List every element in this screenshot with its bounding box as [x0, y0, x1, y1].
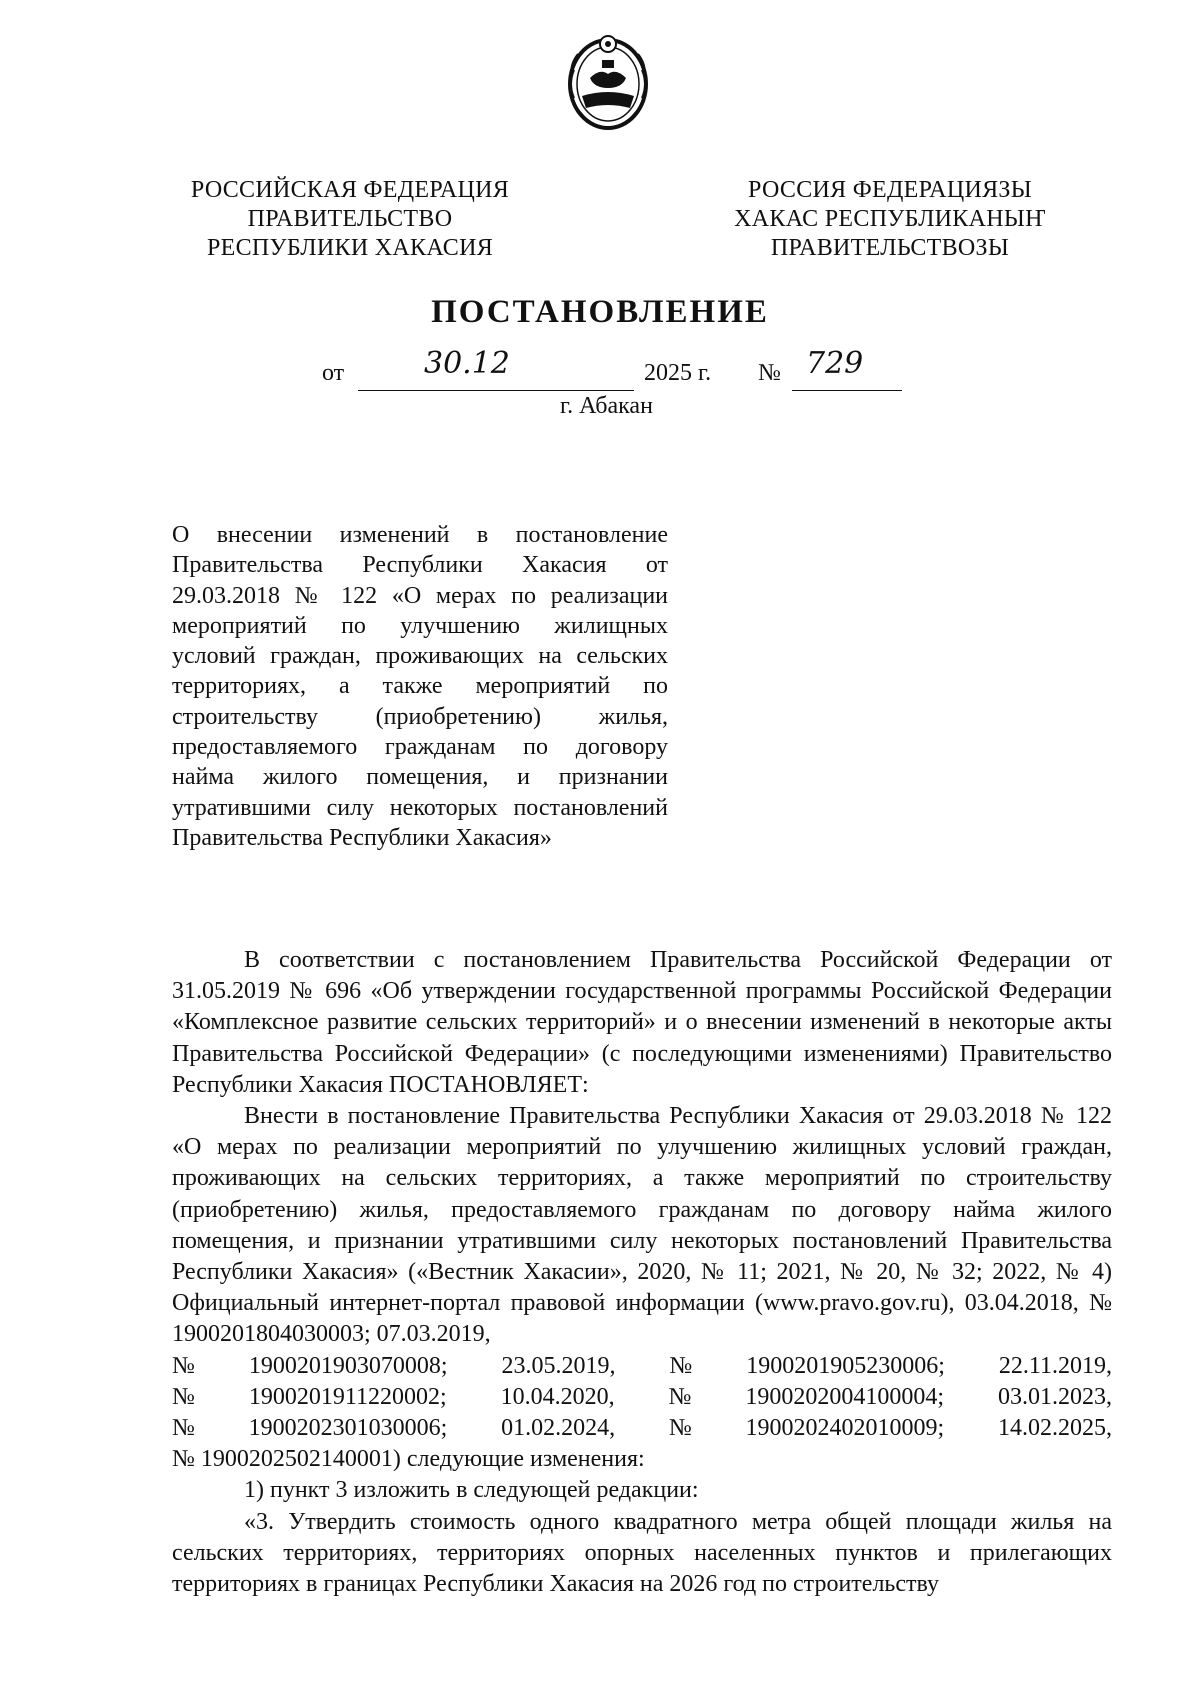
header-left-line: ПРАВИТЕЛЬСТВО [247, 206, 453, 232]
ref-cell: 03.01.2023, [997, 1383, 1112, 1410]
ref-cell: 1900202301030006; [248, 1415, 448, 1442]
reference-row [172, 1413, 1112, 1444]
header-left-line: РЕСПУБЛИКИ ХАКАСИЯ [206, 235, 494, 261]
ref-cell: 23.05.2019, [501, 1352, 616, 1379]
body-paragraph: В соответствии с постановлением Правительства Российской Федерации от 31.05.2019 № 696 «Об утверждении государственной программы Российской Федерации «Комплексное развитие сельских территорий» и о внесении изменений в некоторые акты Правительства Российской Федерации» (с последующими изменениями) Правительство Республики Хакасия ПОСТАНОВЛЯЕТ: [172, 947, 1112, 1098]
ref-cell: 01.02.2024, [501, 1415, 616, 1442]
ref-cell: 14.02.2025, [997, 1415, 1112, 1442]
ref-cell: 1900201903070008; [248, 1352, 448, 1379]
ref-cell: 22.11.2019, [998, 1352, 1112, 1379]
body-paragraph: № 1900202502140001) следующие изменения: [172, 1446, 645, 1473]
body-quote-paragraph: «3. Утвердить стоимость одного квадратного метра общей площади жилья на сельских территориях, территориях опорных населенных пунктов и прилегающих территориях в границах Республики Хакасия на 2026 год по строительству [172, 1508, 1112, 1598]
ref-cell: № [172, 1383, 195, 1410]
header-left-block [150, 176, 550, 263]
body-list-item: 1) пункт 3 изложить в следующей редакции: [244, 1477, 699, 1504]
header-right-block [690, 176, 1090, 263]
date-prefix: от [322, 360, 345, 386]
ref-cell: № [668, 1383, 692, 1410]
reference-row [172, 1351, 1112, 1382]
handwritten-number: 729 [806, 346, 864, 381]
ref-cell: № [668, 1415, 692, 1442]
ref-cell: 1900202004100004; [745, 1383, 945, 1410]
ref-cell: 1900201905230006; [746, 1352, 945, 1379]
document-body [172, 945, 1112, 1600]
body-paragraph: Внести в постановление Правительства Республики Хакасия от 29.03.2018 № 122 «О мерах по реализации мероприятий по улучшению жилищных условий граждан, проживающих на сельских территориях, а также мероприятий по строительству (приобретению) жилья, предоставляемого гражданам по договору найма жилого помещения, и признании утратившими силу некоторых постановлений Правительства Республики Хакасия» («Вестник Хакасии», 2020, № 11; 2021, № 20, № 32; 2022, № 4) Официальный интернет-портал правовой информации (www.pravo.gov.ru), 03.04.2018, № 1900201804030003; 07.03.2019, [172, 1103, 1112, 1348]
ref-cell: 1900202402010009; [745, 1415, 945, 1442]
reference-row [172, 1382, 1112, 1413]
coat-of-arms-emblem [562, 30, 654, 134]
document-title: ПОСТАНОВЛЕНИЕ [431, 294, 769, 330]
header-right-line: РОССИЯ ФЕДЕРАЦИЯЗЫ [748, 177, 1032, 203]
header-left-line: РОССИЙСКАЯ ФЕДЕРАЦИЯ [190, 177, 510, 203]
header-right-line: ХАКАС РЕСПУБЛИКАНЫҤ [734, 206, 1046, 232]
document-subject: О внесении изменений в постановление Правительства Республики Хакасия от 29.03.2018 № 122 «О мерах по реализации мероприятий по улучшению жилищных условий граждан, проживающих на сельских территориях, а также мероприятий по строительству (приобретению) жилья, предоставляемого гражданам по договору найма жилого помещения, и признании утратившими силу некоторых постановлений Правительства Республики Хакасия» [172, 522, 668, 851]
city-label: г. Абакан [560, 393, 653, 419]
ref-cell: № [669, 1352, 693, 1379]
handwritten-date: 30.12 [424, 346, 510, 381]
ref-cell: № [172, 1415, 195, 1442]
header-right-line: ПРАВИТЕЛЬСТВОЗЫ [770, 235, 1010, 261]
year-label: 2025 г. [644, 360, 712, 386]
ref-cell: 1900201911220002; [248, 1383, 447, 1410]
ref-cell: 10.04.2020, [500, 1383, 615, 1410]
number-sign: № [758, 360, 781, 386]
ref-cell: № [172, 1352, 195, 1379]
